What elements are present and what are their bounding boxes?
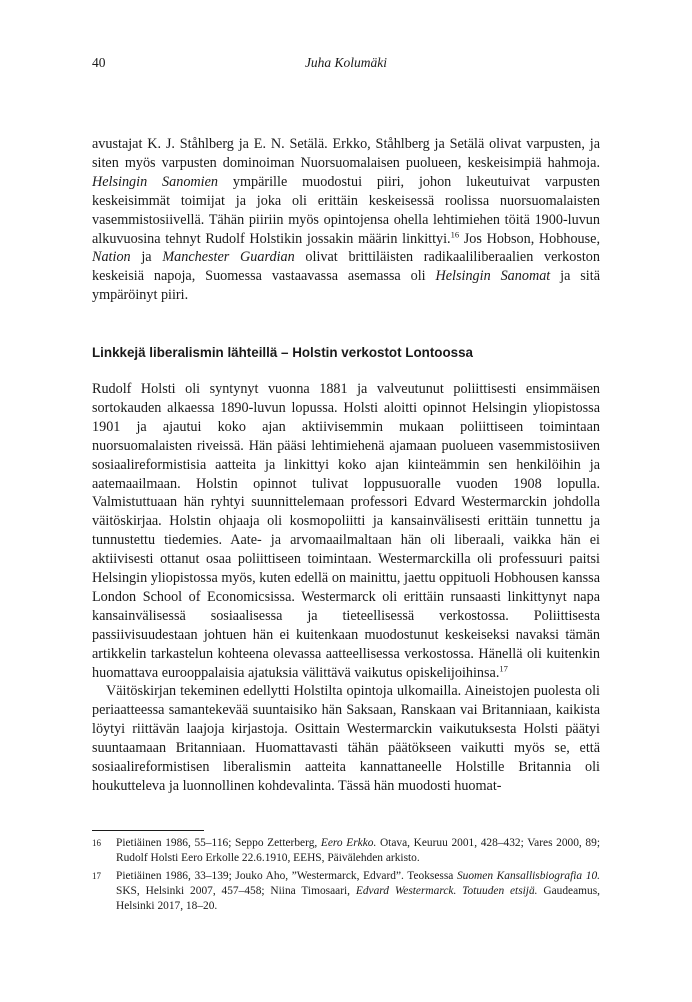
footnote-ref-16: 16	[450, 228, 460, 239]
italic-title: Manchester Guardian	[162, 249, 295, 266]
footnote-ref-17: 17	[499, 662, 508, 673]
running-title: Juha Kolumäki	[304, 55, 388, 70]
footnote-text: Pietiäinen 1986, 33–139; Jouko Aho, ”Westermarck, Edvard”. Teoksessa Suomen Kansallisbiografia 10. SKS, Helsinki 2007, 457–458; Niina Timosaari, Edvard Westermarck. Totuuden etsijä. Gaudeamus, Helsinki 2017, 18–20.	[116, 870, 600, 912]
footnote-text: Pietiäinen 1986, 55–116; Seppo Zetterberg, Eero Erkko. Otava, Keuruu 2001, 428–432; Vares 2000, 89; Rudolf Holsti Eero Erkolle 22.6.1910, EEHS, Päivälehden arkisto.	[116, 837, 600, 864]
italic-title: Helsingin Sanomat	[435, 268, 551, 285]
footnote-number: 16	[92, 838, 101, 848]
italic-title: Nation	[92, 249, 131, 266]
section-heading: Linkkejä liberalismin lähteillä – Holstin verkostot Lontoossa	[92, 345, 473, 360]
footnote-number: 17	[92, 871, 101, 881]
footnote-17	[92, 869, 600, 914]
page-number: 40	[92, 55, 106, 70]
footnote-16	[92, 836, 600, 866]
italic-title: Helsingin Sanomien	[92, 173, 218, 190]
paragraph-3: Väitöskirjan tekeminen edellytti Holstilta opintoja ulkomailla. Aineistojen puolesta oli periaatteessa samantekevää suuntaisiko hän Saksaan, Ranskaan vai Britanniaan, kaikista löytyi riittävän laajoja kirjastoja. Osittain Westermarckin vaikutuksesta Holsti päätyi suuntaamaan Britanniaan. Huomattavasti tähän päätökseen vaikutti myös se, että sosiaalireformistisen liberalismin aatteita kannattaneelle Holstille Britannia oli houkutteleva ja luonnollinen kohdevalinta. Tässä hän muodosti huomat-	[92, 683, 600, 794]
paragraph-1: avustajat K. J. Ståhlberg ja E. N. Setälä. Erkko, Ståhlberg ja Setälä olivat varpusten, ja siten myös varpusten dominoiman Nuorsuomalaisen puolueen, keskeisimpiä hahmoja. Helsingin Sanomien ympärille muodostui piiri, johon lukeutuivat varpusten keskeisimmät toimijat ja joka oli erittäin keskeisessä roolissa nuorsuomalaisten vasemmistosiivellä. Tähän piiriin myös opintojensa ohella lehtimiehen töitä 1900-luvun alkuvuosina tehnyt Rudolf Holstikin jossakin määrin linkittyi.$^{16}$ Jos Hobson, Hobhouse, Nation ja Manchester Guardian olivat brittiläisten radikaaliliberaalien verkoston keskeisiä napoja, Suomessa vastaavassa asemassa oli Helsingin Sanomat ja sitä ympäröinyt piiri.	[92, 136, 601, 304]
paragraph-2: Rudolf Holsti oli syntynyt vuonna 1881 ja valveutunut poliittisesti ensimmäisen sortokauden alkaessa 1890-luvun lopussa. Holsti aloitti opinnot Helsingin yliopistossa 1901 ja ajautui koko ajan aktiivisemmin mukaan poliittiseen toimintaan nuorsuomalaisten riveissä. Hän pääsi lehtimiehenä ajamaan puolueen vasemmistosiiven sosiaalireformistisia aatteita ja linkittyi koko ajan kiinteämmin sen henkilöihin ja aatemaailmaan. Holstin opinnot tulivat loppusuoralle vuoden 1908 lopulla. Valmistuttuaan hän ryhtyi suunnittelemaan professori Edvard Westermarckin johdolla väitöskirjaa. Holstin ohjaaja oli kosmopoliitti ja kansainvälisesti erittäin tunnettu ja tunnustettu tiedemies. Aate- ja arvomaailmaltaan hän oli liberaali, vaikka hän ei aktiivisesti ottanut osaa poliittiseen toimintaan. Westermarckilla oli professuuri paitsi Helsingin yliopistossa myös, kuten edellä on mainittu, jaettu oppituoli Hobhousen kanssa London School of Economicsissa. Westermarck oli erittäin runsaasti linkittynyt napa kansainvälisessä sosiaalisessa ja tieteellisessä verkostossa. Poliittisesta passiivisuudestaan johtuen hän ei kuitenkaan muodostunut keskeiseksi navaksi tämän artikkelin tarkastelun kohteena olevassa aatteellisessa verkostossa. Hänellä oli kuitenkin huomattava eurooppalaisia ajatuksia välittävä vaikutus opiskelijoihinsa.$^{17}$	[92, 381, 600, 681]
page-header	[92, 55, 600, 73]
footnote-rule	[92, 830, 204, 831]
